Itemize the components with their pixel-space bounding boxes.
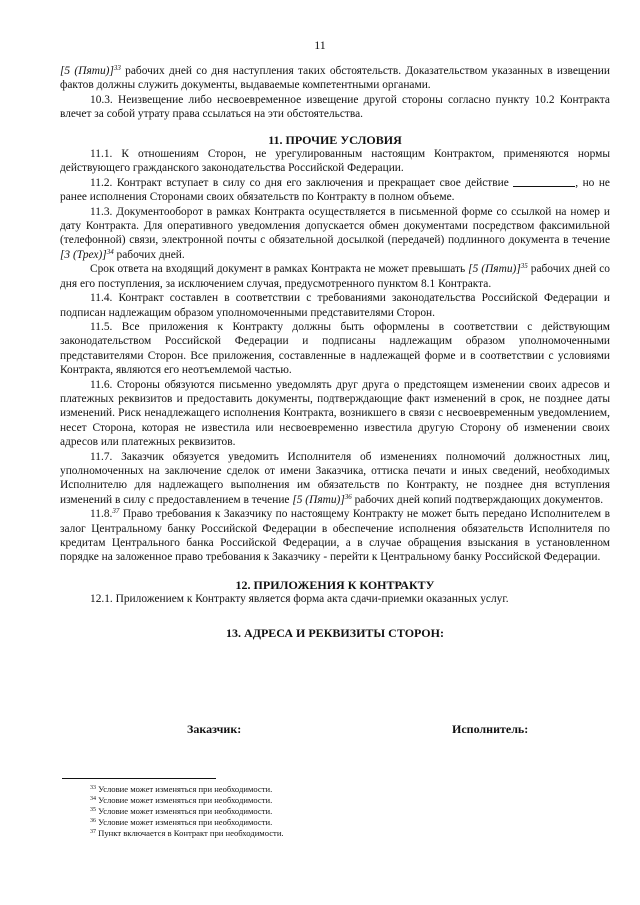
footnote-ref-33[interactable]: 33 (113, 64, 121, 72)
paragraph-11-5: 11.5. Все приложения к Контракту должны быть оформлены в соответствии с действующим законодательством Российской Федерации и подписаны надлежащим образом уполномоченными представителями Сторон. Все приложения, составленные в надлежащей форме и в соответствии с условиями Контракта, являются его неотъемлемой частью. (60, 320, 610, 377)
paragraph-11-4: 11.4. Контракт составлен в соответствии с требованиями законодательства Российской Федерации и подписан надлежащим образом уполномоченными представителями Сторон. (60, 292, 610, 319)
paragraph-11-2: 11.2. Контракт вступает в силу со дня его заключения и прекращает свое действие , но не ранее исполнения Сторонами своих обязательств по Контракту в полном объеме. (60, 176, 610, 204)
footnote-36: $^{36}$ Условие может изменяться при необходимости. (90, 817, 273, 827)
blank-date-field (513, 176, 575, 187)
section-11-title: 11. ПРОЧИЕ УСЛОВИЯ (268, 132, 402, 147)
paragraph-11-1: 11.1. К отношениям Сторон, не урегулированным настоящим Контрактом, применяются нормы действующего гражданского законодательства Российской Федерации. (60, 148, 610, 175)
footnotes (90, 784, 610, 839)
paragraph-11-6: 11.6. Стороны обязуются письменно уведомлять друг друга о предстоящем изменении своих адресов и платежных реквизитов и предоставить документы, подтверждающие факт изменений в срок, не позднее даты изменений. Риск ненадлежащего исполнения Контракта, возникшего в связи с несвоевременным уведомлением, несет Сторона, которая не известила или несвоевременно известила другую Сторону об изменении своих адресов или платежных реквизитов. (60, 378, 610, 449)
paragraph-11-3: 11.3. Документооборот в рамках Контракта осуществляется в письменной форме со ссылкой на номер и дату Контракта. Для оперативного уведомления допускается обмен документами посредством факсимильной (телефонной) связи, электронной почты с обязательной досылкой (передачей) подлинного документа в течение [3 (Трех)]$^{34}$ рабочих дней. (60, 205, 610, 261)
paragraph-10-2-continuation: [5 (Пяти)]$^{33}$ рабочих дней со дня наступления таких обстоятельств. Доказательством указанных в извещении фактов должны служить документы, выдаваемые компетентными органами. (60, 64, 610, 92)
footnote-34: $^{34}$ Условие может изменяться при необходимости. (90, 795, 273, 805)
term-five-days: [5 (Пяти)] (292, 493, 345, 506)
section-13-title: 13. АДРЕСА И РЕКВИЗИТЫ СТОРОН: (226, 625, 444, 640)
footnote-ref-35[interactable]: 35 (520, 262, 528, 271)
paragraph-11-3-response: Срок ответа на входящий документ в рамках Контракта не может превышать [5 (Пяти)]$^{35}$ рабочих дней со дня его поступления, за исключением случая, предусмотренного пунктом 8.1 Контракта. (60, 262, 610, 290)
term-three-days: [3 (Трех)] (60, 248, 107, 261)
footnote-35: $^{35}$ Условие может изменяться при необходимости. (90, 806, 273, 816)
document-body (60, 64, 610, 640)
footnote-ref-34[interactable]: 34 (106, 247, 114, 256)
paragraph-12-1: 12.1. Приложением к Контракту является форма акта сдачи-приемки оказанных услуг. (90, 593, 509, 606)
term-five-days: [5 (Пяти)] (60, 65, 114, 77)
footnote-ref-37[interactable]: 37 (112, 507, 120, 516)
footnote-37: $^{37}$ Пункт включается в Контракт при необходимости. (90, 828, 284, 838)
paragraph-10-3: 10.3. Неизвещение либо несвоевременное извещение другой стороны согласно пункту 10.2 Контракта влечет за собой утрату права ссылаться на эти обстоятельства. (60, 93, 610, 121)
paragraph-11-8: 11.8.37 Право требования к Заказчику по настоящему Контракту не может быть передано Исполнителем в залог Центральному банку Российской Федерации в обеспечение исполнения обязательств Исполнителя по кредитам Центрального банка Российской Федерации, а в случае обращения взыскания в установленном порядке на заложенное право требования к Заказчику - перейти к Центральному банку Российской Федерации. (60, 507, 610, 564)
footnote-33: $^{33}$ Условие может изменяться при необходимости. (90, 784, 273, 794)
customer-label: Заказчик: (187, 722, 242, 736)
paragraph-11-7: 11.7. Заказчик обязуется уведомить Исполнителя об изменениях полномочий должностных лиц, уполномоченных на заключение сделок от имени Заказчика, оттиска печати и иных сведений, необходимых Исполнителю для надлежащего выполнения им обязательств по Контракту, не позднее дня вступления изменений в силу с предоставлением в течение [5 (Пяти)]$^{36}$ рабочих дней копий подтверждающих документов. (60, 450, 610, 506)
page-number: 11 (314, 38, 326, 52)
footnote-ref-36[interactable]: 36 (344, 492, 352, 501)
term-five-days: [5 (Пяти)] (468, 263, 521, 276)
section-12-title: 12. ПРИЛОЖЕНИЯ К КОНТРАКТУ (235, 577, 435, 592)
footnote-separator (62, 778, 216, 779)
contractor-label: Исполнитель: (452, 722, 529, 736)
